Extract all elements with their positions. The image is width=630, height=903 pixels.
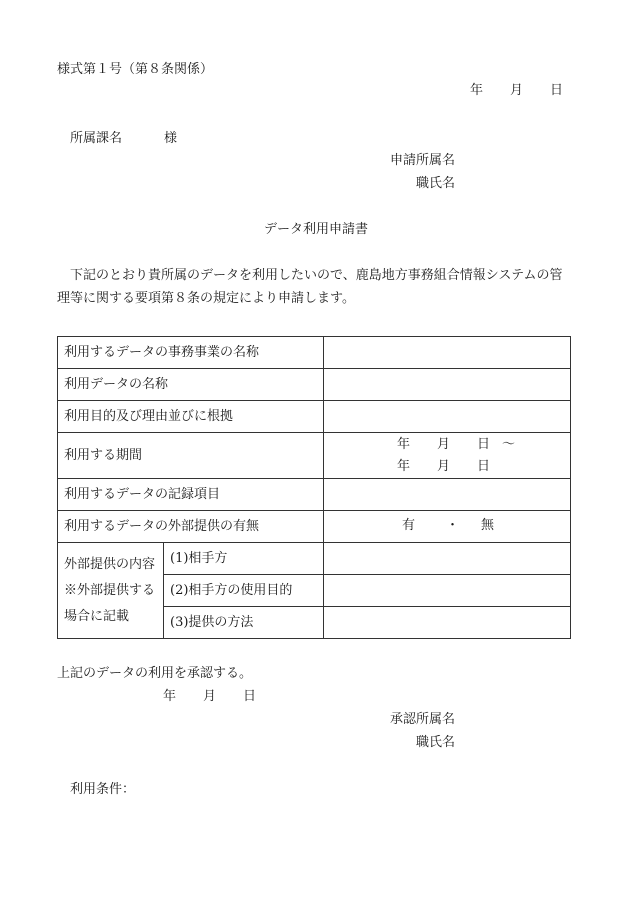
period-start-month: 月: [437, 437, 451, 452]
addressee: [70, 131, 177, 147]
recipient-purpose-field[interactable]: [324, 575, 571, 607]
row-label-items: 利用するデータの記録項目: [58, 479, 324, 511]
approval-statement: 上記のデータの利用を承認する。: [57, 666, 253, 681]
conditions-label: 利用条件：: [70, 782, 136, 797]
data-name-field[interactable]: [324, 369, 571, 401]
approval-name-label: 職氏名: [416, 735, 456, 750]
period-start-year: 年: [397, 437, 411, 452]
row-label-business-name: 利用するデータの事務事業の名称: [58, 337, 324, 369]
business-name-field[interactable]: [324, 337, 571, 369]
external-dot: ・: [446, 518, 460, 533]
period-end-year: 年: [397, 459, 411, 474]
purpose-field[interactable]: [324, 401, 571, 433]
approval-date-day: 日: [243, 689, 257, 704]
table-row: [58, 337, 571, 369]
row-label-external: 利用するデータの外部提供の有無: [58, 511, 324, 543]
addressee-honorific: 様: [164, 131, 178, 146]
intro-line-2: 理等に関する要項第８条の規定により申請します。: [57, 291, 355, 306]
approval-date: [163, 689, 256, 705]
application-table: [57, 336, 571, 639]
addressee-dept: 所属課名: [70, 131, 123, 146]
period-field[interactable]: [324, 433, 571, 479]
row-label-purpose: 利用目的及び理由並びに根拠: [58, 401, 324, 433]
external-yes[interactable]: 有: [402, 518, 416, 533]
external-detail-label-1: 外部提供の内容: [64, 556, 156, 572]
table-row: [58, 479, 571, 511]
table-row: [58, 543, 571, 575]
intro-line-1: 下記のとおり貴所属のデータを利用したいので、鹿島地方事務組合情報システムの管: [70, 268, 563, 283]
date-month: 月: [510, 83, 524, 98]
approval-date-year: 年: [163, 689, 177, 704]
applicant-dept-label: 申請所属名: [390, 153, 456, 168]
sub-label-recipient: (1)相手方: [164, 543, 324, 575]
recipient-field[interactable]: [324, 543, 571, 575]
table-row: [58, 433, 571, 479]
table-row: [58, 369, 571, 401]
external-detail-label: [58, 543, 164, 639]
row-label-data-name: 利用データの名称: [58, 369, 324, 401]
sub-label-recipient-purpose: (2)相手方の使用目的: [164, 575, 324, 607]
form-number: 様式第１号（第８条関係）: [57, 62, 214, 77]
external-no[interactable]: 無: [481, 518, 495, 533]
external-detail-label-3: 場合に記載: [64, 608, 130, 624]
provision-method-field[interactable]: [324, 607, 571, 639]
sub-label-provision-method: (3)提供の方法: [164, 607, 324, 639]
approval-dept-label: 承認所属名: [390, 712, 456, 727]
approval-date-month: 月: [203, 689, 217, 704]
external-choice[interactable]: [324, 511, 571, 543]
date-year: 年: [470, 83, 484, 98]
items-field[interactable]: [324, 479, 571, 511]
period-start-day: 日: [477, 437, 491, 452]
table-row: [58, 511, 571, 543]
row-label-period: 利用する期間: [58, 433, 324, 479]
period-end: [397, 459, 490, 475]
external-detail-label-2: ※外部提供する: [64, 582, 156, 598]
period-end-month: 月: [437, 459, 451, 474]
period-tilde: ～: [502, 437, 516, 452]
table-row: [58, 401, 571, 433]
period-end-day: 日: [477, 459, 491, 474]
applicant-name-label: 職氏名: [416, 176, 456, 191]
document-title: データ利用申請書: [264, 222, 369, 237]
date-day: 日: [550, 83, 564, 98]
period-start: [397, 437, 515, 453]
header-date: [470, 83, 563, 99]
